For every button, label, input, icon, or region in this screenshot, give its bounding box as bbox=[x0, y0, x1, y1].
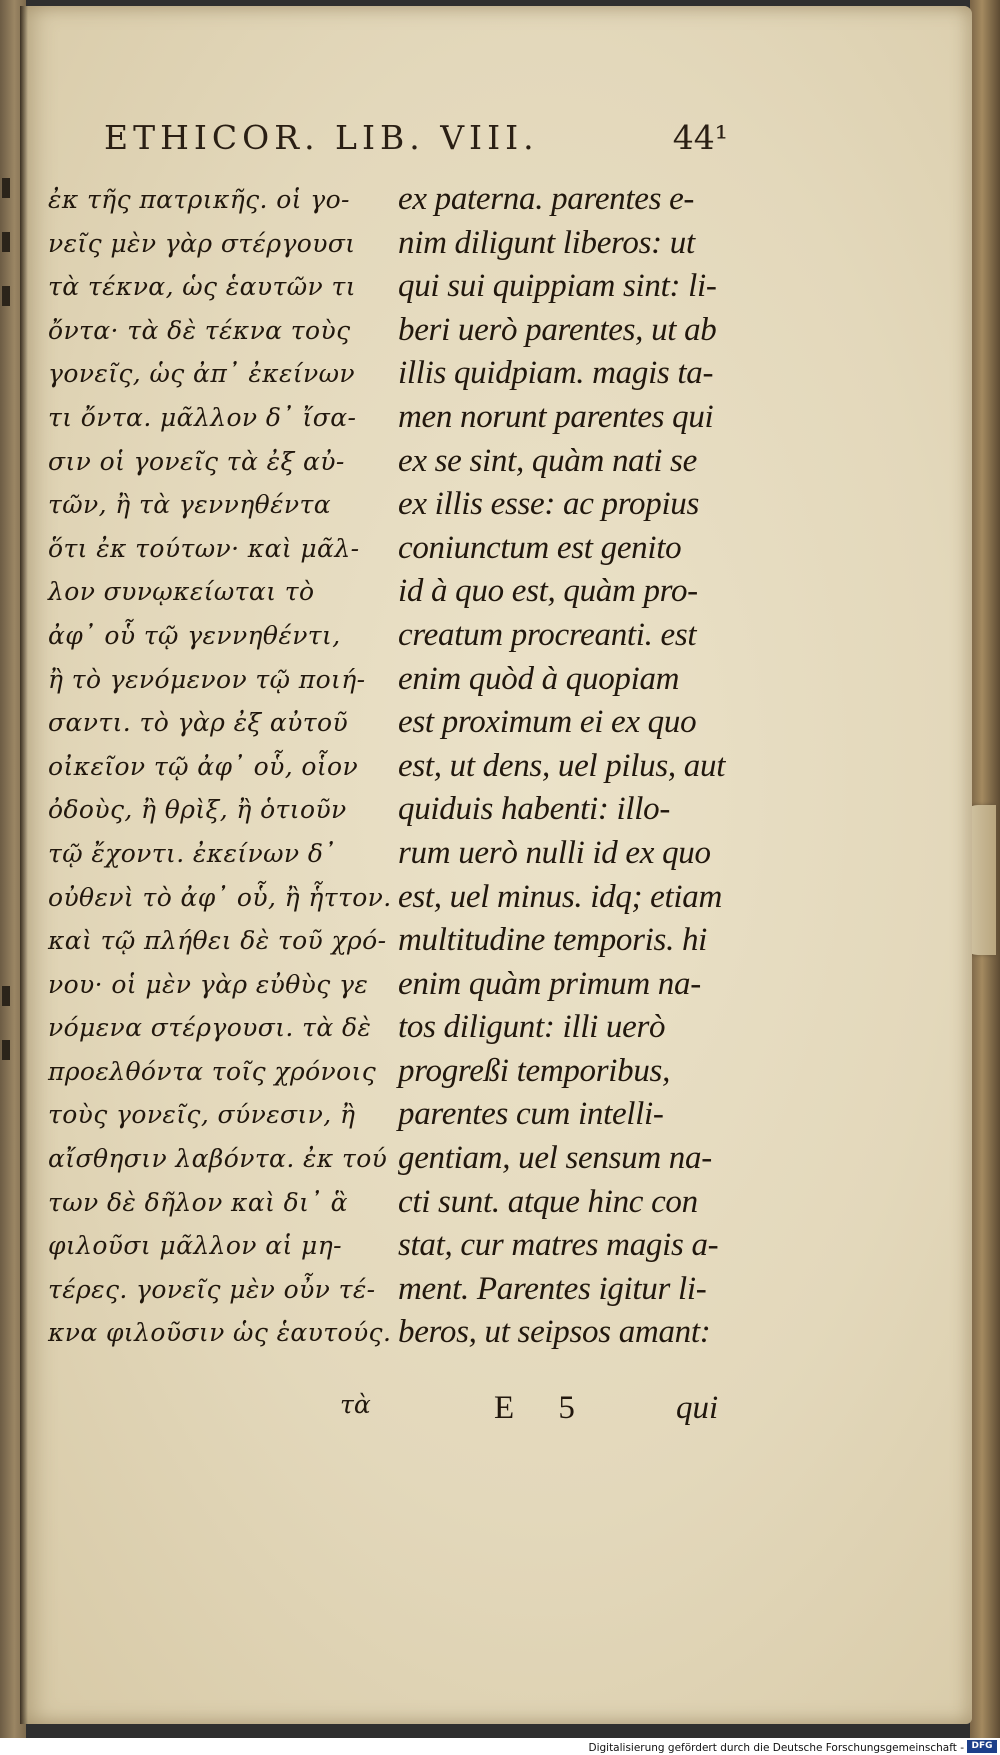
text-line: ex se sint, quàm nati se bbox=[398, 442, 697, 479]
text-line: κνα φιλοῦσιν ὡς ἑαυτούς. bbox=[48, 1318, 392, 1348]
text-line: men norunt parentes qui bbox=[398, 398, 714, 435]
text-line: illis quidpiam. magis ta- bbox=[398, 355, 714, 392]
text-line: οὐθενὶ τὸ ἀφ᾽ οὗ, ἢ ἧττον. bbox=[48, 882, 392, 912]
dfg-logo-icon: DFG bbox=[967, 1740, 997, 1753]
text-line: γονεῖς, ὡς ἀπ᾽ ἐκείνων bbox=[48, 359, 356, 389]
text-line: parentes cum intelli- bbox=[398, 1096, 664, 1133]
text-line: οἰκεῖον τῷ ἀφ᾽ οὗ, οἷον bbox=[48, 751, 359, 781]
latin-column bbox=[398, 178, 734, 1355]
text-line: σιν οἱ γονεῖς τὰ ἐξ αὐ- bbox=[48, 446, 345, 476]
bleed-mark bbox=[2, 1040, 10, 1060]
text-line: tos diligunt: illi uerò bbox=[398, 1009, 666, 1046]
text-line: τὰ τέκνα, ὡς ἑαυτῶν τι bbox=[48, 272, 356, 302]
text-line: ex paterna. parentes e- bbox=[398, 181, 695, 217]
text-line: τῷ ἔχοντι. ἐκείνων δ᾽ bbox=[48, 838, 337, 868]
text-line: stat, cur matres magis a- bbox=[398, 1227, 719, 1264]
text-line: multitudine temporis. hi bbox=[398, 922, 708, 959]
running-title: ETHICOR. LIB. VIII. bbox=[104, 118, 539, 157]
text-line: est, ut dens, uel pilus, aut bbox=[398, 747, 726, 784]
text-line: cti sunt. atque hinc con bbox=[398, 1183, 698, 1220]
credit-bar bbox=[0, 1738, 1000, 1755]
text-line: creatum procreanti. est bbox=[398, 616, 697, 653]
text-line: νεῖς μὲν γὰρ στέργουσι bbox=[48, 228, 356, 258]
text-line: id à quo est, quàm pro- bbox=[398, 573, 698, 610]
text-line: ὀδοὺς, ἢ θρὶξ, ἢ ὁτιοῦν bbox=[48, 795, 347, 825]
gutter-shadow bbox=[20, 6, 28, 1724]
greek-column bbox=[48, 178, 392, 1355]
text-line: νου· οἱ μὲν γὰρ εὐθὺς γε bbox=[48, 969, 369, 999]
text-line: beros, ut seipsos amant: bbox=[398, 1314, 711, 1351]
text-line: coniunctum est genito bbox=[398, 529, 682, 566]
latin-catchword: qui bbox=[676, 1390, 719, 1426]
text-line: τέρες. γονεῖς μὲν οὖν τέ- bbox=[48, 1274, 376, 1304]
text-line: φιλοῦσι μᾶλλον αἱ μη- bbox=[48, 1231, 342, 1261]
text-line: quiduis habenti: illo- bbox=[398, 791, 671, 828]
text-line: αἴσθησιν λαβόντα. ἐκ τού bbox=[48, 1144, 388, 1174]
text-line: τι ὄντα. μᾶλλον δ᾽ ἴσα- bbox=[48, 402, 357, 432]
text-line: ἀφ᾽ οὗ τῷ γεννηθέντι, bbox=[48, 620, 341, 650]
text-line: νόμενα στέργουσι. τὰ δὲ bbox=[48, 1013, 372, 1043]
text-line: τοὺς γονεῖς, σύνεσιν, ἢ bbox=[48, 1100, 356, 1130]
text-line: nim diligunt liberos: ut bbox=[398, 224, 695, 261]
text-line: καὶ τῷ πλήθει δὲ τοῦ χρό- bbox=[48, 926, 387, 956]
text-line: ὄντα· τὰ δὲ τέκνα τοὺς bbox=[48, 315, 351, 345]
text-line: ἢ τὸ γενόμενον τῷ ποιή- bbox=[48, 664, 366, 694]
text-line: enim quòd à quopiam bbox=[398, 660, 680, 697]
text-line: beri uerò parentes, ut ab bbox=[398, 311, 717, 348]
text-line: ex illis esse: ac propius bbox=[398, 486, 700, 523]
text-line: enim quàm primum na- bbox=[398, 965, 701, 1002]
bleed-mark bbox=[2, 286, 10, 306]
running-head bbox=[104, 118, 924, 164]
text-line: qui sui quippiam sint: li- bbox=[398, 268, 717, 305]
text-line: ment. Parentes igitur li- bbox=[398, 1270, 707, 1307]
bleed-mark bbox=[2, 232, 10, 252]
text-line: gentiam, uel sensum na- bbox=[398, 1140, 712, 1177]
text-line: προελθόντα τοῖς χρόνοις bbox=[48, 1056, 377, 1086]
text-line: ἐκ τῆς πατρικῆς. οἱ γο- bbox=[48, 185, 350, 214]
digitization-credit: Digitalisierung gefördert durch die Deutsche Forschungsgemeinschaft - bbox=[588, 1742, 964, 1754]
greek-catchword: τὰ bbox=[340, 1390, 371, 1419]
bleed-mark bbox=[2, 986, 10, 1006]
text-line: est, uel minus. idq; etiam bbox=[398, 878, 722, 915]
text-line: rum uerò nulli id ex quo bbox=[398, 834, 711, 871]
text-line: των δὲ δῆλον καὶ δι᾽ ἃ bbox=[48, 1187, 348, 1217]
text-line: λον συνῳκείωται τὸ bbox=[48, 577, 315, 607]
bleed-mark bbox=[2, 178, 10, 198]
text-line: τῶν, ἢ τὰ γεννηθέντα bbox=[48, 490, 331, 520]
folio-number: 44¹ bbox=[672, 118, 728, 157]
text-line: est proximum ei ex quo bbox=[398, 704, 697, 741]
text-line: ὅτι ἐκ τούτων· καὶ μᾶλ- bbox=[48, 533, 360, 563]
text-line: progreßi temporibus, bbox=[398, 1052, 671, 1089]
signature-mark: E 5 bbox=[494, 1390, 593, 1426]
text-line: σαντι. τὸ γὰρ ἐξ αὐτοῦ bbox=[48, 708, 349, 738]
